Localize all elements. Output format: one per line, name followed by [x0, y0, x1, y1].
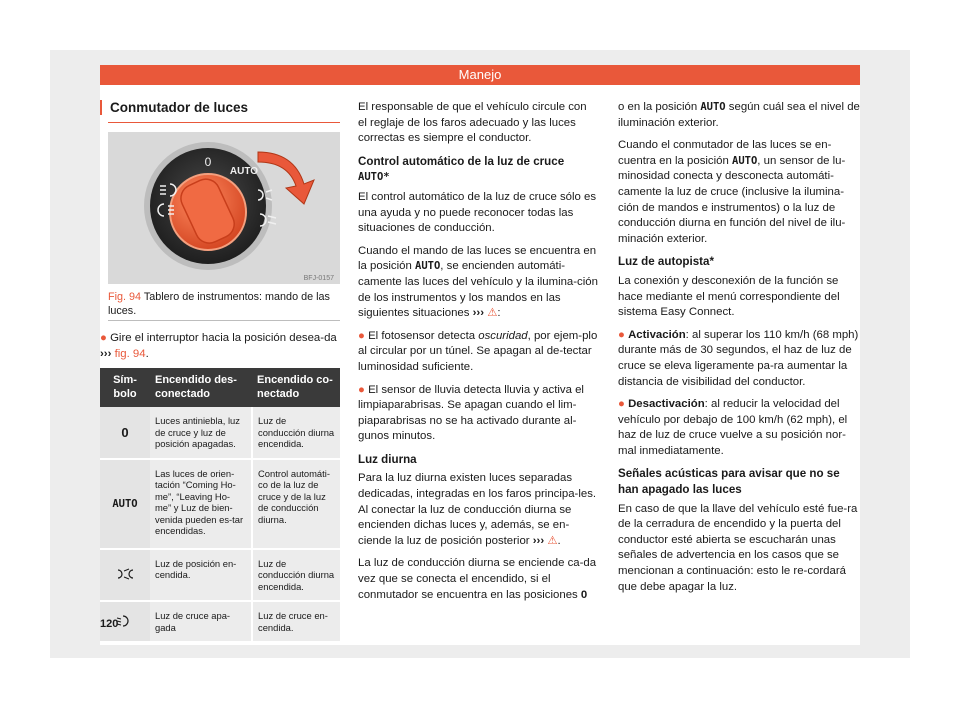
symbol-zero: 0: [100, 407, 150, 459]
warning-icon[interactable]: ⚠: [487, 307, 498, 320]
table-header-on: Encendido co-nectado: [252, 368, 340, 407]
table-cell-off: Luz de cruce apa-gada: [150, 601, 252, 642]
table-row: [100, 407, 340, 459]
table-row: [100, 549, 340, 602]
table-cell-on: Luz de conducción diurna encendida.: [252, 549, 340, 602]
table-cell-on: Luz de cruce en-cendida.: [252, 601, 340, 642]
paragraph: Cuando el conmutador de las luces se en-cuentra en la posición AUTO, un sensor de lu-minosidad conecta y desconecta automáti-camente la luz de cruce (inclusive la ilumina-ción de mandos e instrumentos) o la luz de conducción diurna en función del nivel de ilu-minación exterior.: [618, 139, 846, 245]
bullet-icon: ●: [618, 328, 625, 341]
bullet-icon: ●: [618, 398, 625, 411]
light-switch-figure: [108, 132, 340, 284]
ref-arrows-icon: ›››: [532, 534, 545, 547]
heading-auto-low-beam: Control automático de la luz de cruce AUTO*: [358, 154, 565, 184]
table-header-row: [100, 368, 340, 407]
table-cell-off: Luces antiniebla, luz de cruce y luz de posición apagadas.: [150, 407, 252, 459]
paragraph: En caso de que la llave del vehículo esté fue-ra de la cerradura de encendido y la puerta del conductor esté abierta se escucharán unas señales de advertencia en los casos que se mencionan a continuación: esto le re-cordará que debe apagar la luz.: [618, 502, 858, 593]
auto-symbol: AUTO: [732, 154, 758, 167]
heading-acoustic-signals: Señales acústicas para avisar que no se han apagado las luces: [618, 467, 840, 497]
knob-label-0: 0: [204, 155, 212, 169]
ref-arrows-icon: ›››: [472, 307, 485, 320]
ref-arrows-icon: ›››: [100, 347, 112, 360]
bullet-item: ● El fotosensor detecta oscuridad, por ejem-plo al circular por un túnel. Se apagan al de-tectar luminosidad suficiente.: [358, 329, 598, 373]
paragraph: La luz de conducción diurna se enciende ca-da vez que se conecta el encendido, si el conmutador se encuentra en las posiciones 0: [358, 557, 597, 601]
symbol-auto: AUTO: [100, 459, 150, 549]
table-cell-on: Luz de conducción diurna encendida.: [252, 407, 340, 459]
figure-code: BFJ-0157: [303, 275, 334, 282]
paragraph: Cuando el mando de las luces se encuentra en la posición AUTO, se encienden automáti-camente las luces del vehículo y la ilumina-ción de los instrumentos y los mandos en las siguientes situaciones ››› ⚠:: [358, 244, 598, 320]
table-cell-off: Luz de posición en-cendida.: [150, 549, 252, 602]
column-2: [358, 100, 598, 610]
position-light-icon: [100, 549, 150, 602]
paragraph: o en la posición AUTO según cuál sea el nivel de iluminación exterior.: [618, 101, 860, 129]
knob-label-auto: AUTO: [229, 166, 259, 177]
table-header-symbol: Sím-bolo: [100, 368, 150, 407]
bullet-item: ● Desactivación: al reducir la velocidad del vehículo por debajo de 100 km/h (62 mph), el haz de luz de cruce vuelve a su posición nor-mal inmediatamente.: [618, 398, 848, 457]
light-switch-illustration: [108, 132, 340, 284]
figure-label: Fig. 94: [108, 291, 142, 303]
paragraph: El control automático de la luz de cruce sólo es una ayuda y no puede reconocer todas las situaciones de conducción.: [358, 190, 597, 235]
paragraph: La conexión y desconexión de la función se hace mediante el menú correspondiente del sistema Easy Connect.: [618, 274, 840, 319]
paragraph: El responsable de que el vehículo circule con el reglaje de los faros adecuado y las luces correctas es siempre el conductor.: [358, 101, 587, 145]
bullet-icon: ●: [358, 383, 365, 396]
bullet-icon: ●: [358, 329, 365, 342]
column-3: [618, 100, 860, 602]
table-row: [100, 459, 340, 549]
table-cell-off: Las luces de orien-tación “Coming Ho-me”, “Leaving Ho-me” y Luz de bien-venida pueden es-tar encendidas.: [150, 459, 252, 549]
caption-rule: [108, 320, 340, 321]
intro-figure-link[interactable]: fig. 94: [114, 347, 146, 360]
page-number: 120: [100, 618, 119, 630]
section-title: Conmutador de luces: [100, 100, 350, 115]
auto-symbol: AUTO: [415, 260, 441, 273]
zero-symbol: 0: [580, 588, 588, 601]
section-rule: [108, 122, 340, 123]
table-cell-on: Control automáti-co de la luz de cruce y de la luz de conducción diurna.: [252, 459, 340, 549]
heading-highway-light: Luz de autopista*: [618, 255, 714, 269]
chapter-header: Manejo: [100, 65, 860, 85]
figure-caption: [108, 291, 340, 318]
paragraph: Para la luz diurna existen luces separadas dedicadas, integradas en los faros principa-les. Al conectar la luz de conducción diurna se encienden dichas luces y, además, se en-ciende la luz de posición posterior ››› ⚠.: [358, 472, 597, 547]
auto-symbol: AUTO: [700, 101, 726, 113]
intro-text: Gire el interruptor hacia la posición desea-da: [110, 332, 337, 344]
intro-paragraph: ● Gire el interruptor hacia la posición desea-da ››› fig. 94.: [100, 332, 337, 360]
heading-daytime-light: Luz diurna: [358, 452, 417, 466]
light-switch-table: [100, 368, 340, 643]
warning-icon[interactable]: ⚠: [547, 534, 558, 547]
table-header-off: Encendido des-conectado: [150, 368, 252, 407]
bullet-item: ● Activación: al superar los 110 km/h (68 mph) durante más de 30 segundos, el haz de luz de cruce se eleva ligeramente pa-ra aumentar la distancia de visibilidad del conductor.: [618, 328, 859, 388]
figure-caption-text: Tablero de instrumentos: mando de las luces.: [108, 291, 330, 317]
bullet-item: ● El sensor de lluvia detecta lluvia y activa el limpiaparabrisas. Se apagan cuando el lim-piaparabrisas no se ha activado durante al-gunos minutos.: [358, 383, 584, 443]
bullet-icon: ●: [100, 332, 107, 344]
table-row: [100, 601, 340, 642]
